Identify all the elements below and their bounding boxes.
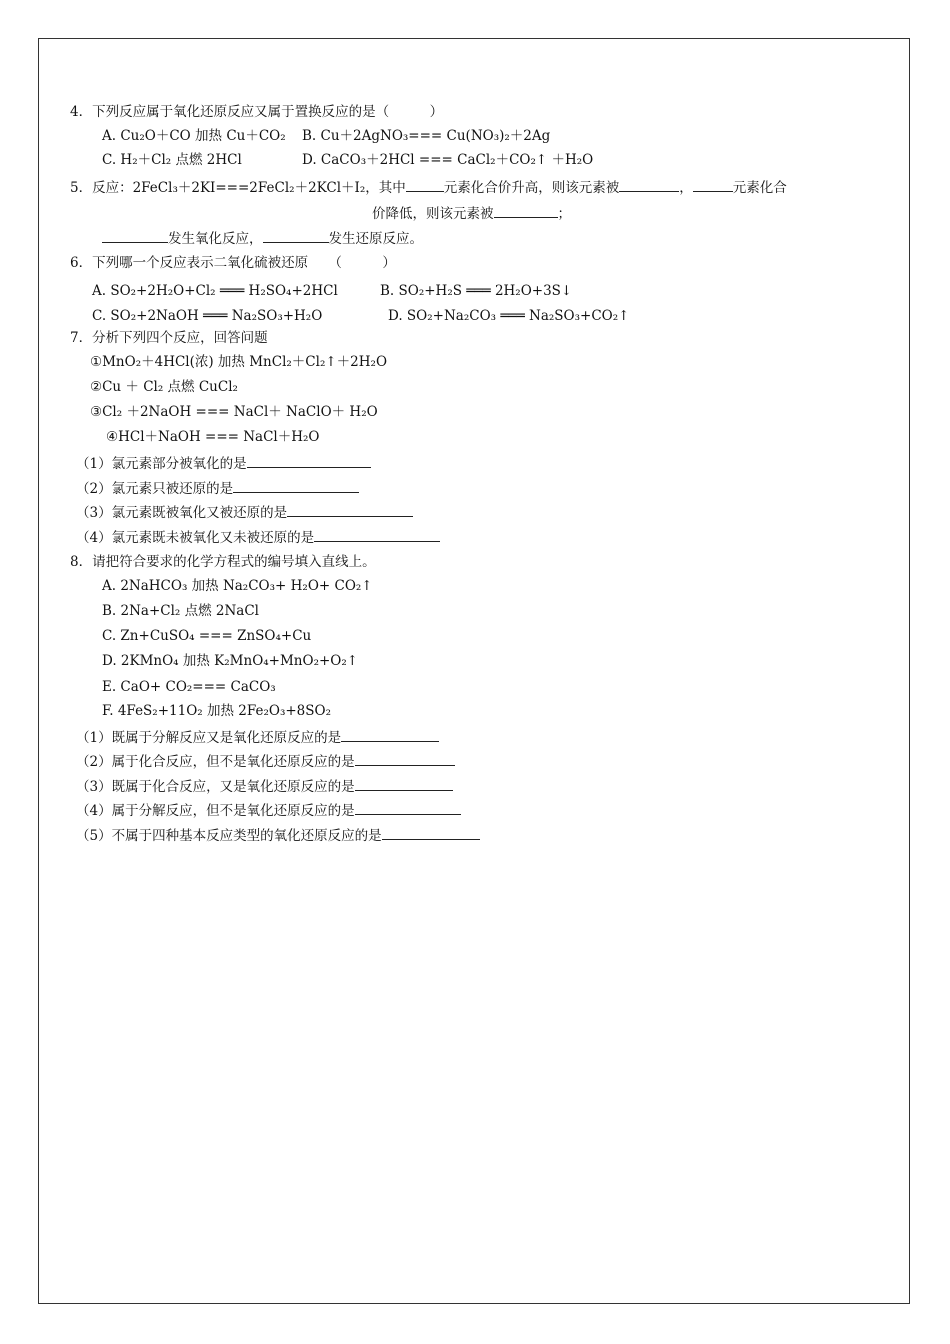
q8-sub-1 bbox=[76, 727, 439, 748]
q5-text-4: 元素化合 bbox=[732, 180, 787, 196]
q6-option-b: B. SO₂+H₂S ═══ 2H₂O+3S↓ bbox=[380, 283, 573, 299]
q8-sub-2 bbox=[76, 751, 455, 772]
q5-text-3: ， bbox=[679, 180, 693, 196]
q7-sub-2 bbox=[76, 478, 359, 499]
q5-line-1 bbox=[70, 177, 787, 198]
q8-option-c: C. Zn+CuSO₄ === ZnSO₄+Cu bbox=[102, 628, 312, 644]
q8-option-b: B. 2Na+Cl₂ 点燃 2NaCl bbox=[102, 603, 260, 619]
q8-answer-1[interactable] bbox=[341, 727, 439, 742]
q5-blank-6[interactable] bbox=[263, 228, 329, 243]
q4-option-d: D. CaCO₃＋2HCl === CaCl₂＋CO₂↑ ＋H₂O bbox=[302, 152, 594, 168]
q5-text-7: 发生氧化反应， bbox=[168, 231, 263, 247]
q8-option-f: F. 4FeS₂+11O₂ 加热 2Fe₂O₃+8SO₂ bbox=[102, 703, 331, 719]
q8-sub-4-text: （4）属于分解反应，但不是氧化还原反应的是 bbox=[76, 803, 355, 819]
q7-sub-4-text: （4）氯元素既未被氧化又未被还原的是 bbox=[76, 530, 315, 546]
q7-answer-1[interactable] bbox=[247, 453, 371, 468]
q7-answer-4[interactable] bbox=[314, 527, 440, 542]
q5-blank-2[interactable] bbox=[619, 177, 679, 192]
q8-answer-4[interactable] bbox=[355, 800, 461, 815]
q7-stem: 7．分析下列四个反应，回答问题 bbox=[70, 330, 268, 346]
q8-option-a: A. 2NaHCO₃ 加热 Na₂CO₃+ H₂O+ CO₂↑ bbox=[102, 578, 373, 594]
q8-option-d: D. 2KMnO₄ 加热 K₂MnO₄+MnO₂+O₂↑ bbox=[102, 653, 359, 669]
q7-reaction-2: ②Cu ＋ Cl₂ 点燃 CuCl₂ bbox=[90, 379, 238, 395]
q7-sub-3-text: （3）氯元素既被氧化又被还原的是 bbox=[76, 505, 288, 521]
q5-text-8: 发生还原反应。 bbox=[328, 231, 423, 247]
q8-answer-5[interactable] bbox=[382, 825, 480, 840]
q7-sub-1 bbox=[76, 453, 371, 474]
q8-sub-2-text: （2）属于化合反应，但不是氧化还原反应的是 bbox=[76, 754, 355, 770]
q4-stem: 4．下列反应属于氧化还原反应又属于置换反应的是（ ） bbox=[70, 104, 444, 120]
q8-answer-3[interactable] bbox=[355, 776, 453, 791]
q4-option-a: A. Cu₂O＋CO 加热 Cu＋CO₂ bbox=[102, 128, 286, 144]
q5-text-1: 5．反应：2FeCl₃＋2KI===2FeCl₂＋2KCl＋I₂，其中 bbox=[70, 180, 406, 196]
q7-sub-1-text: （1）氯元素部分被氧化的是 bbox=[76, 456, 247, 472]
q6-option-d: D. SO₂+Na₂CO₃ ═══ Na₂SO₃+CO₂↑ bbox=[388, 308, 630, 324]
q5-blank-3[interactable] bbox=[693, 177, 733, 192]
q5-line-2 bbox=[372, 203, 571, 224]
q7-sub-4 bbox=[76, 527, 440, 548]
q5-text-2: 元素化合价升高，则该元素被 bbox=[443, 180, 620, 196]
q6-option-a: A. SO₂+2H₂O+Cl₂ ═══ H₂SO₄+2HCl bbox=[92, 283, 338, 299]
q8-option-e: E. CaO+ CO₂=== CaCO₃ bbox=[102, 679, 276, 695]
q8-stem: 8．请把符合要求的化学方程式的编号填入直线上。 bbox=[70, 554, 376, 570]
q5-blank-4[interactable] bbox=[494, 203, 558, 218]
q4-option-b: B. Cu＋2AgNO₃=== Cu(NO₃)₂＋2Ag bbox=[302, 128, 551, 144]
q8-sub-5-text: （5）不属于四种基本反应类型的氧化还原反应的是 bbox=[76, 828, 382, 844]
q4-option-c: C. H₂＋Cl₂ 点燃 2HCl bbox=[102, 152, 242, 168]
q5-line-3 bbox=[102, 228, 423, 249]
q8-sub-5 bbox=[76, 825, 480, 846]
q7-reaction-1: ①MnO₂＋4HCl(浓) 加热 MnCl₂＋Cl₂↑＋2H₂O bbox=[90, 354, 388, 370]
q8-sub-3 bbox=[76, 776, 453, 797]
q5-blank-1[interactable] bbox=[406, 177, 444, 192]
q7-sub-2-text: （2）氯元素只被还原的是 bbox=[76, 481, 234, 497]
q8-answer-2[interactable] bbox=[355, 751, 455, 766]
q5-text-6: ； bbox=[557, 206, 571, 222]
q8-sub-4 bbox=[76, 800, 461, 821]
q8-sub-1-text: （1）既属于分解反应又是氧化还原反应的是 bbox=[76, 730, 342, 746]
q7-answer-3[interactable] bbox=[287, 502, 413, 517]
q8-sub-3-text: （3）既属于化合反应，又是氧化还原反应的是 bbox=[76, 779, 355, 795]
q6-option-c: C. SO₂+2NaOH ═══ Na₂SO₃+H₂O bbox=[92, 308, 323, 324]
q7-reaction-3: ③Cl₂ ＋2NaOH === NaCl＋ NaClO＋ H₂O bbox=[90, 404, 378, 420]
q6-stem: 6．下列哪一个反应表示二氧化硫被还原 （ ） bbox=[70, 255, 396, 271]
q7-sub-3 bbox=[76, 502, 413, 523]
q5-text-5: 价降低，则该元素被 bbox=[372, 206, 494, 222]
q5-blank-5[interactable] bbox=[102, 228, 168, 243]
q7-reaction-4: ④HCl＋NaOH === NaCl＋H₂O bbox=[106, 429, 320, 445]
q7-answer-2[interactable] bbox=[233, 478, 359, 493]
